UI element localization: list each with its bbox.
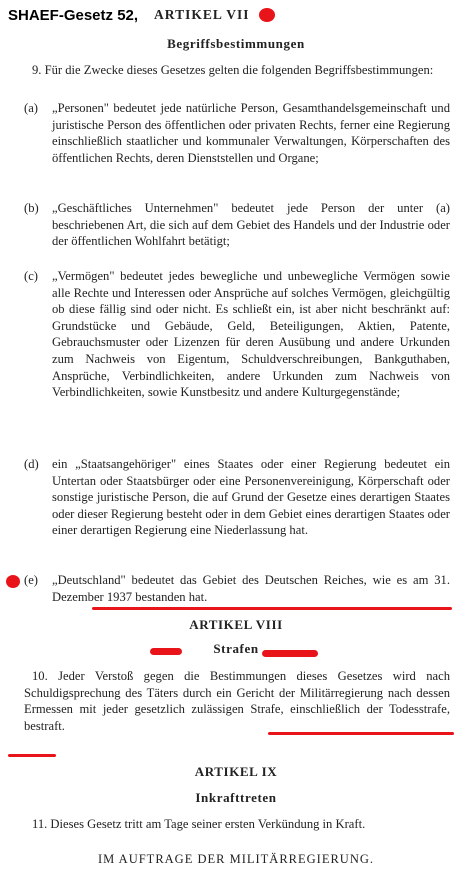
paragraph-9-intro: 9. Für die Zwecke dieses Gesetzes gelten die folgenden Begriffsbestimmungen: (32, 63, 434, 77)
law-reference: SHAEF-Gesetz 52, (8, 6, 139, 24)
red-underline-mark (8, 754, 56, 757)
red-underline-mark (268, 732, 454, 735)
item-d-label: (d) (24, 457, 39, 471)
item-e-text: „Deutschland" bedeutet das Gebiet des Deutschen Reiches, wie es am 31. Dezember 1937 bestanden hat. (52, 573, 450, 604)
item-b-label: (b) (24, 201, 39, 215)
red-dot-marker-icon (6, 575, 20, 588)
article-ix-heading: ARTIKEL IX (194, 764, 278, 779)
paragraph-10: 10. Jeder Verstoß gegen die Bestimmungen dieses Gesetzes wird nach Schuldigsprechung des Täters durch ein Gericht der Militärregierung nach dessen Ermessen mit jeder gesetzlich zulässigen Strafe, einschließlich der Todesstrafe, bestraft. (24, 669, 450, 733)
item-a-label: (a) (24, 101, 38, 115)
document-header (8, 4, 275, 26)
penalties-heading: Strafen (213, 641, 259, 656)
item-c-text: „Vermögen" bedeutet jedes bewegliche und unbewegliche Vermögen sowie alle Rechte und Interessen oder Ansprüche auf solches Vermögen, gleichgültig ob diese fällig sind oder nicht. Es schließt ein, ist aber nicht beschränkt auf: Grundstücke und Gebäude, Geld, Beteiligungen, Aktien, Patente, Gebrauchsmuster oder Lizenzen für deren Ausübung und andere Urkunden zum Nachweis von Eigentum, Schuldverschreibungen, Bankguthaben, Ansprüche, Verbindlichkeiten, andere Urkunden zum Nachweis von Verbindlichkeiten, sowie Kunstbesitz und andere Kulturgegenstände; (52, 269, 450, 400)
article-viii-heading: ARTIKEL VIII (189, 617, 283, 632)
red-highlight-mark (262, 650, 318, 657)
red-underline-mark (92, 607, 452, 610)
red-dot-marker-icon (259, 8, 275, 22)
paragraph-11: 11. Dieses Gesetz tritt am Tage seiner ersten Verkündung in Kraft. (32, 817, 366, 831)
item-c-label: (c) (24, 269, 38, 283)
article-vii-heading: ARTIKEL VII (154, 7, 250, 22)
item-b-text: „Geschäftliches Unternehmen" bedeutet jede Person der unter (a) beschriebenen Art, die sich auf dem Gebiet des Handels und der Industrie oder der öffentlichen Wohlfahrt betätigt; (52, 201, 450, 249)
definitions-heading: Begriffsbestimmungen (167, 36, 305, 51)
entry-into-force-heading: Inkrafttreten (195, 790, 277, 805)
item-e-label: (e) (24, 573, 38, 587)
signature-line: IM AUFTRAGE DER MILITÄRREGIERUNG. (97, 852, 375, 866)
item-a-text: „Personen" bedeutet jede natürliche Person, Gesamthandelsgemeinschaft und juristische Person des öffentlichen oder privaten Rechts, ferner eine Regierung einschließlich staatlicher und kommunaler Verwaltungen, Körperschaften des öffentlichen Rechts, deren Dienststellen und Organe; (52, 101, 450, 165)
item-d-text: ein „Staatsangehöriger" eines Staates oder einer Regierung bedeutet ein Untertan oder Staatsbürger oder eine Personenvereinigung, Körperschaft oder sonstige juristische Person, die auf Grund der Gesetze eines derartigen Staates oder dieser Regierung besteht oder in dem Gebiet eines derartigen Staates oder einer derartigen Regierung eine Niederlassung hat. (52, 457, 450, 538)
